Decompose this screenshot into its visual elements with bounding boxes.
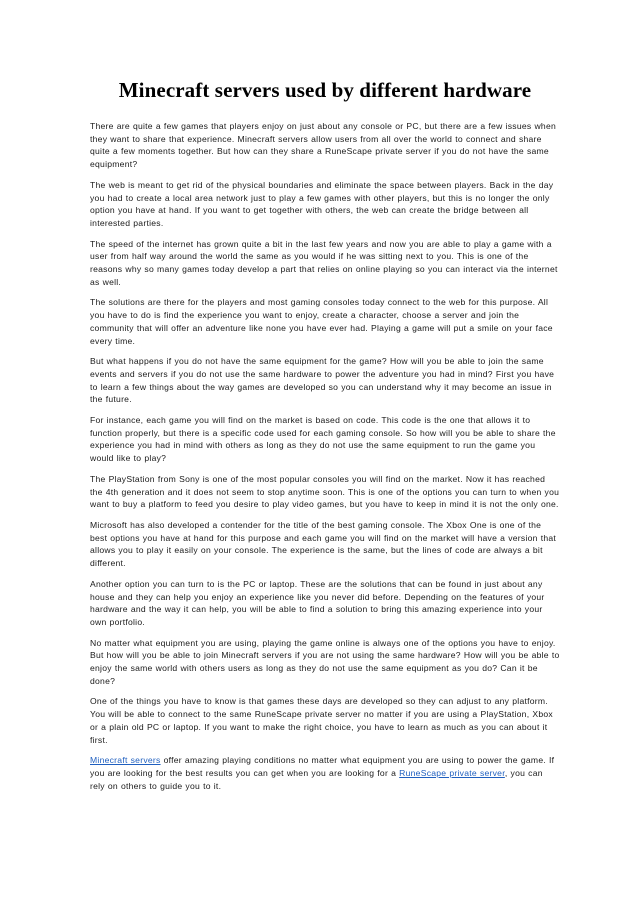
paragraph-2: The web is meant to get rid of the physical boundaries and eliminate the space between players. Back in the day you had to create a local area network just to play a few games with other players, but this is no longer the only option you have at hand. If you want to get together with others, the web can create the bridge between all interested parties. — [90, 179, 554, 228]
paragraph-7: The PlayStation from Sony is one of the most popular consoles you will find on the market. Now it has reached the 4th generation and it does not seem to stop anytime soon. This is one of the options you can turn to when you want to buy a platform to feed you desire to play video games, but you have to keep in mind it is not the only one. — [90, 473, 560, 510]
paragraph-6: For instance, each game you will find on the market is based on code. This code is the one that allows it to function properly, but there is a specific code used for each gaming console. So how will you be able to share the experience you had in mind with others as long as they do not use the same equipment to run the game you would like to play? — [90, 415, 556, 464]
paragraph-12-text-1: offer amazing playing conditions no matter what equipment you are using to power the game. If you are looking for the best results you can get when you are looking for a — [90, 755, 555, 778]
minecraft-servers-link[interactable]: Minecraft servers — [90, 755, 161, 766]
runescape-private-server-link[interactable]: RuneScape private server — [399, 767, 505, 778]
document-title: Minecraft servers used by different hardware — [118, 78, 532, 102]
paragraph-5: But what happens if you do not have the same equipment for the game? How will you be able to join the same events and servers if you do not use the same hardware to power the adventure you had in mind? First you have to learn a few things about the way games are developed so you can understand why it may become an issue in the future. — [90, 356, 555, 405]
paragraph-12 — [90, 754, 560, 792]
paragraph-12-text-2: , you can rely on others to guide you to it. — [90, 767, 543, 791]
paragraph-4: The solutions are there for the players and most gaming consoles today connect to the web for this purpose. All you have to do is find the experience you want to enjoy, create a character, choose a server and join the community that will offer an adventure like none you have ever had. Playing a game will put a smile on your face every time. — [90, 297, 553, 346]
paragraph-8: Microsoft has also developed a contender for the title of the best gaming console. The Xbox One is one of the best options you have at hand for this purpose and each game you will find on the market will have a version that allows you to play it easily on your console. The experience is the same, but the lines of code are always a bit different. — [90, 519, 557, 569]
paragraph-11: One of the things you have to know is that games these days are developed so they can adjust to any platform. You will be able to connect to the same RuneScape private server no matter if you are using a PlayStation, Xbox or a plain old PC or laptop. If you want to make the right choice, you have to learn as much as you can about it first. — [90, 696, 553, 745]
paragraph-9: Another option you can turn to is the PC or laptop. These are the solutions that can be found in just about any house and they can help you enjoy an experience like you never did before. Depending on the features of your hardware and the way it can help, you will be able to find a solution to bring this amazing experience into your own portfolio. — [90, 578, 545, 627]
paragraph-10: No matter what equipment you are using, playing the game online is always one of the options you have to enjoy. But how will you be able to join Minecraft servers if you are not using the same hardware? How will you be able to enjoy the same world with others users as long as they do not use the same equipment as you do? Can it be done? — [90, 637, 560, 686]
paragraph-3: The speed of the internet has grown quite a bit in the last few years and now you are able to play a game with a user from half way around the world the same as you would if he was sitting next to you. This is one of the reasons why so many games today develop a part that relies on online playing so you can interact via the internet as well. — [90, 238, 558, 287]
paragraph-1: There are quite a few games that players enjoy on just about any console or PC, but there are a few issues when they want to share that experience. Minecraft servers allow users from all over the world to connect and share quite a few moments together. But how can they share a RuneScape private server if you do not have the same equipment? — [90, 121, 557, 170]
